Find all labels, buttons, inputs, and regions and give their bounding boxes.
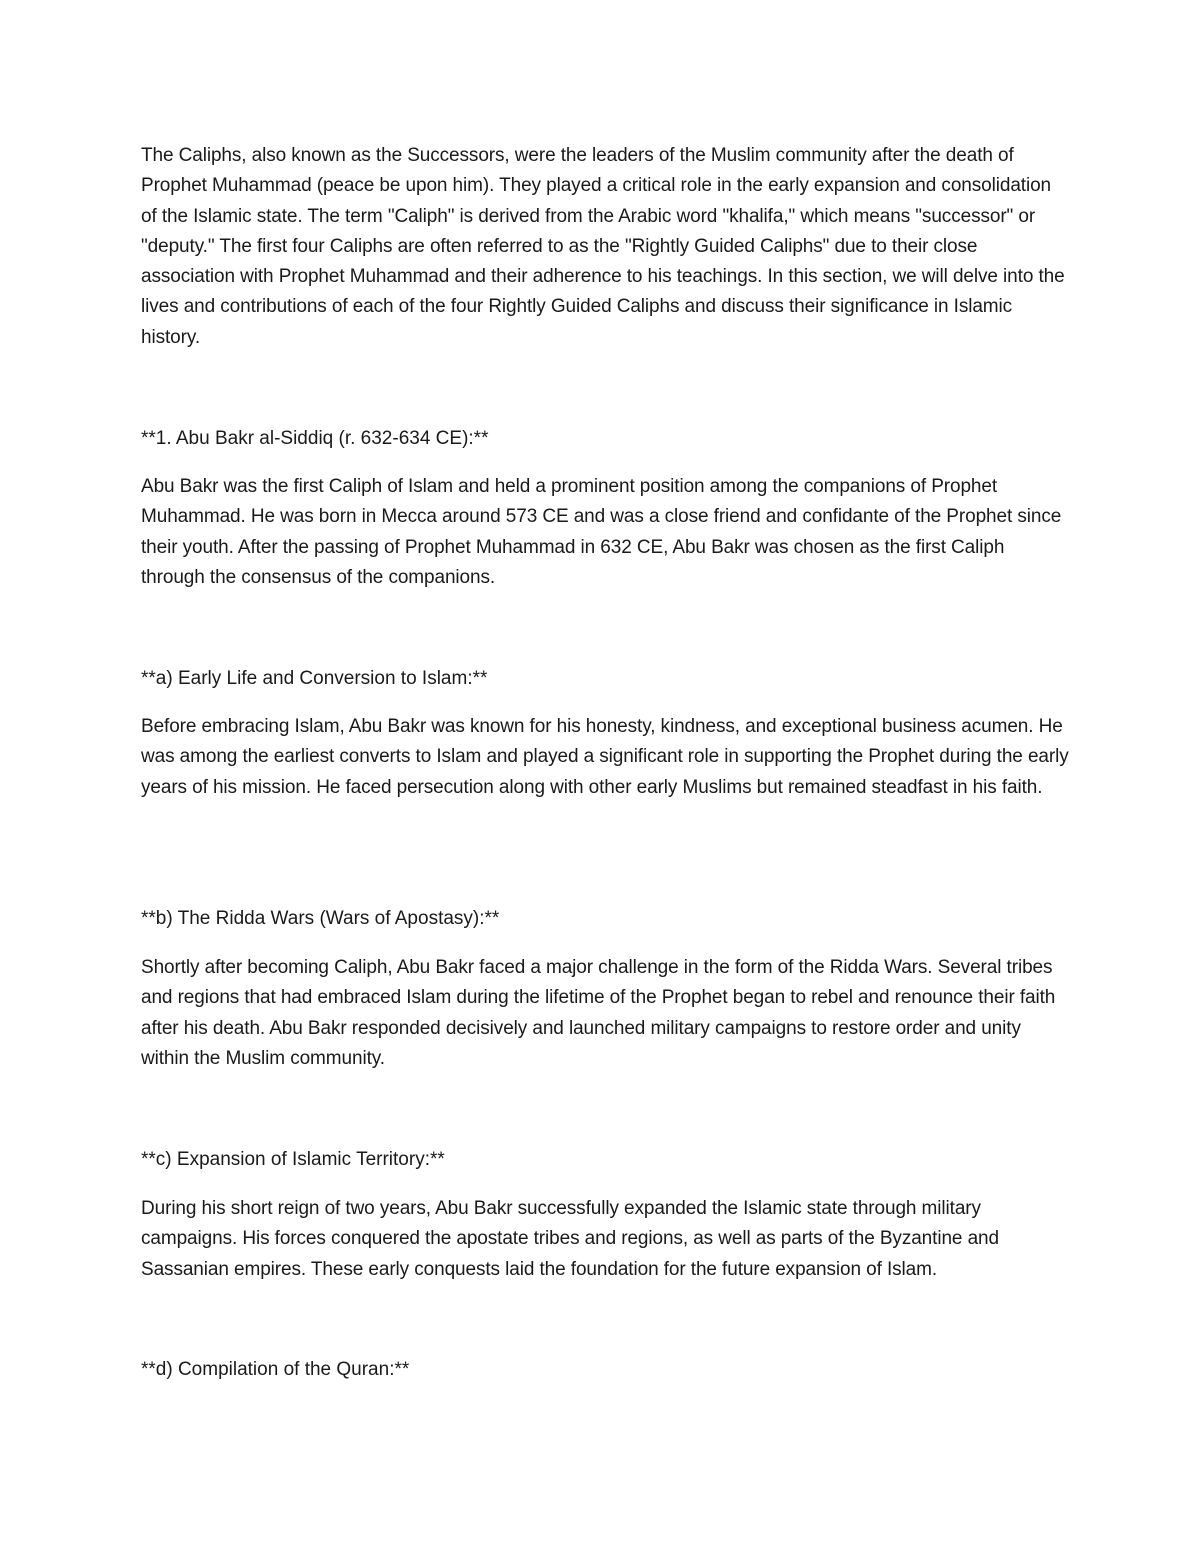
ridda-wars-paragraph: Shortly after becoming Caliph, Abu Bakr faced a major challenge in the form of the Ridda Wars. Several tribes and regions that had embraced Islam during the lifetime of the Prophet began to rebel and renounce their faith after his death. Abu Bakr responded decisively and launched military campaigns to restore order and unity within the Muslim community. (141, 957, 1056, 1069)
section-heading-ridda-wars: **b) The Ridda Wars (Wars of Apostasy):** (141, 908, 500, 929)
section-heading-quran: **d) Compilation of the Quran:** (141, 1359, 410, 1380)
intro-paragraph: The Caliphs, also known as the Successors, were the leaders of the Muslim community after the death of Prophet Muhammad (peace be upon him). They played a critical role in the early expansion and consolidation of the Islamic state. The term "Caliph" is derived from the Arabic word "khalifa," which means "successor" or "deputy." The first four Caliphs are often referred to as the "Rightly Guided Caliphs" due to their close association with Prophet Muhammad and their adherence to his teachings. In this section, we will delve into the lives and contributions of each of the four Rightly Guided Caliphs and discuss their significance in Islamic history. (141, 145, 1065, 348)
section-heading-abu-bakr: **1. Abu Bakr al-Siddiq (r. 632-634 CE):** (141, 428, 489, 449)
early-life-paragraph: Before embracing Islam, Abu Bakr was known for his honesty, kindness, and exceptional business acumen. He was among the earliest converts to Islam and played a significant role in supporting the Prophet during the early years of his mission. He faced persecution along with other early Muslims but remained steadfast in his faith. (141, 716, 1069, 798)
section-heading-expansion: **c) Expansion of Islamic Territory:** (141, 1149, 445, 1170)
abu-bakr-paragraph: Abu Bakr was the first Caliph of Islam and held a prominent position among the companions of Prophet Muhammad. He was born in Mecca around 573 CE and was a close friend and confidante of the Prophet since their youth. After the passing of Prophet Muhammad in 632 CE, Abu Bakr was chosen as the first Caliph through the consensus of the companions. (141, 476, 1062, 588)
expansion-paragraph: During his short reign of two years, Abu Bakr successfully expanded the Islamic state through military campaigns. His forces conquered the apostate tribes and regions, as well as parts of the Byzantine and Sassanian empires. These early conquests laid the foundation for the future expansion of Islam. (141, 1198, 999, 1280)
section-heading-early-life: **a) Early Life and Conversion to Islam:** (141, 668, 488, 689)
